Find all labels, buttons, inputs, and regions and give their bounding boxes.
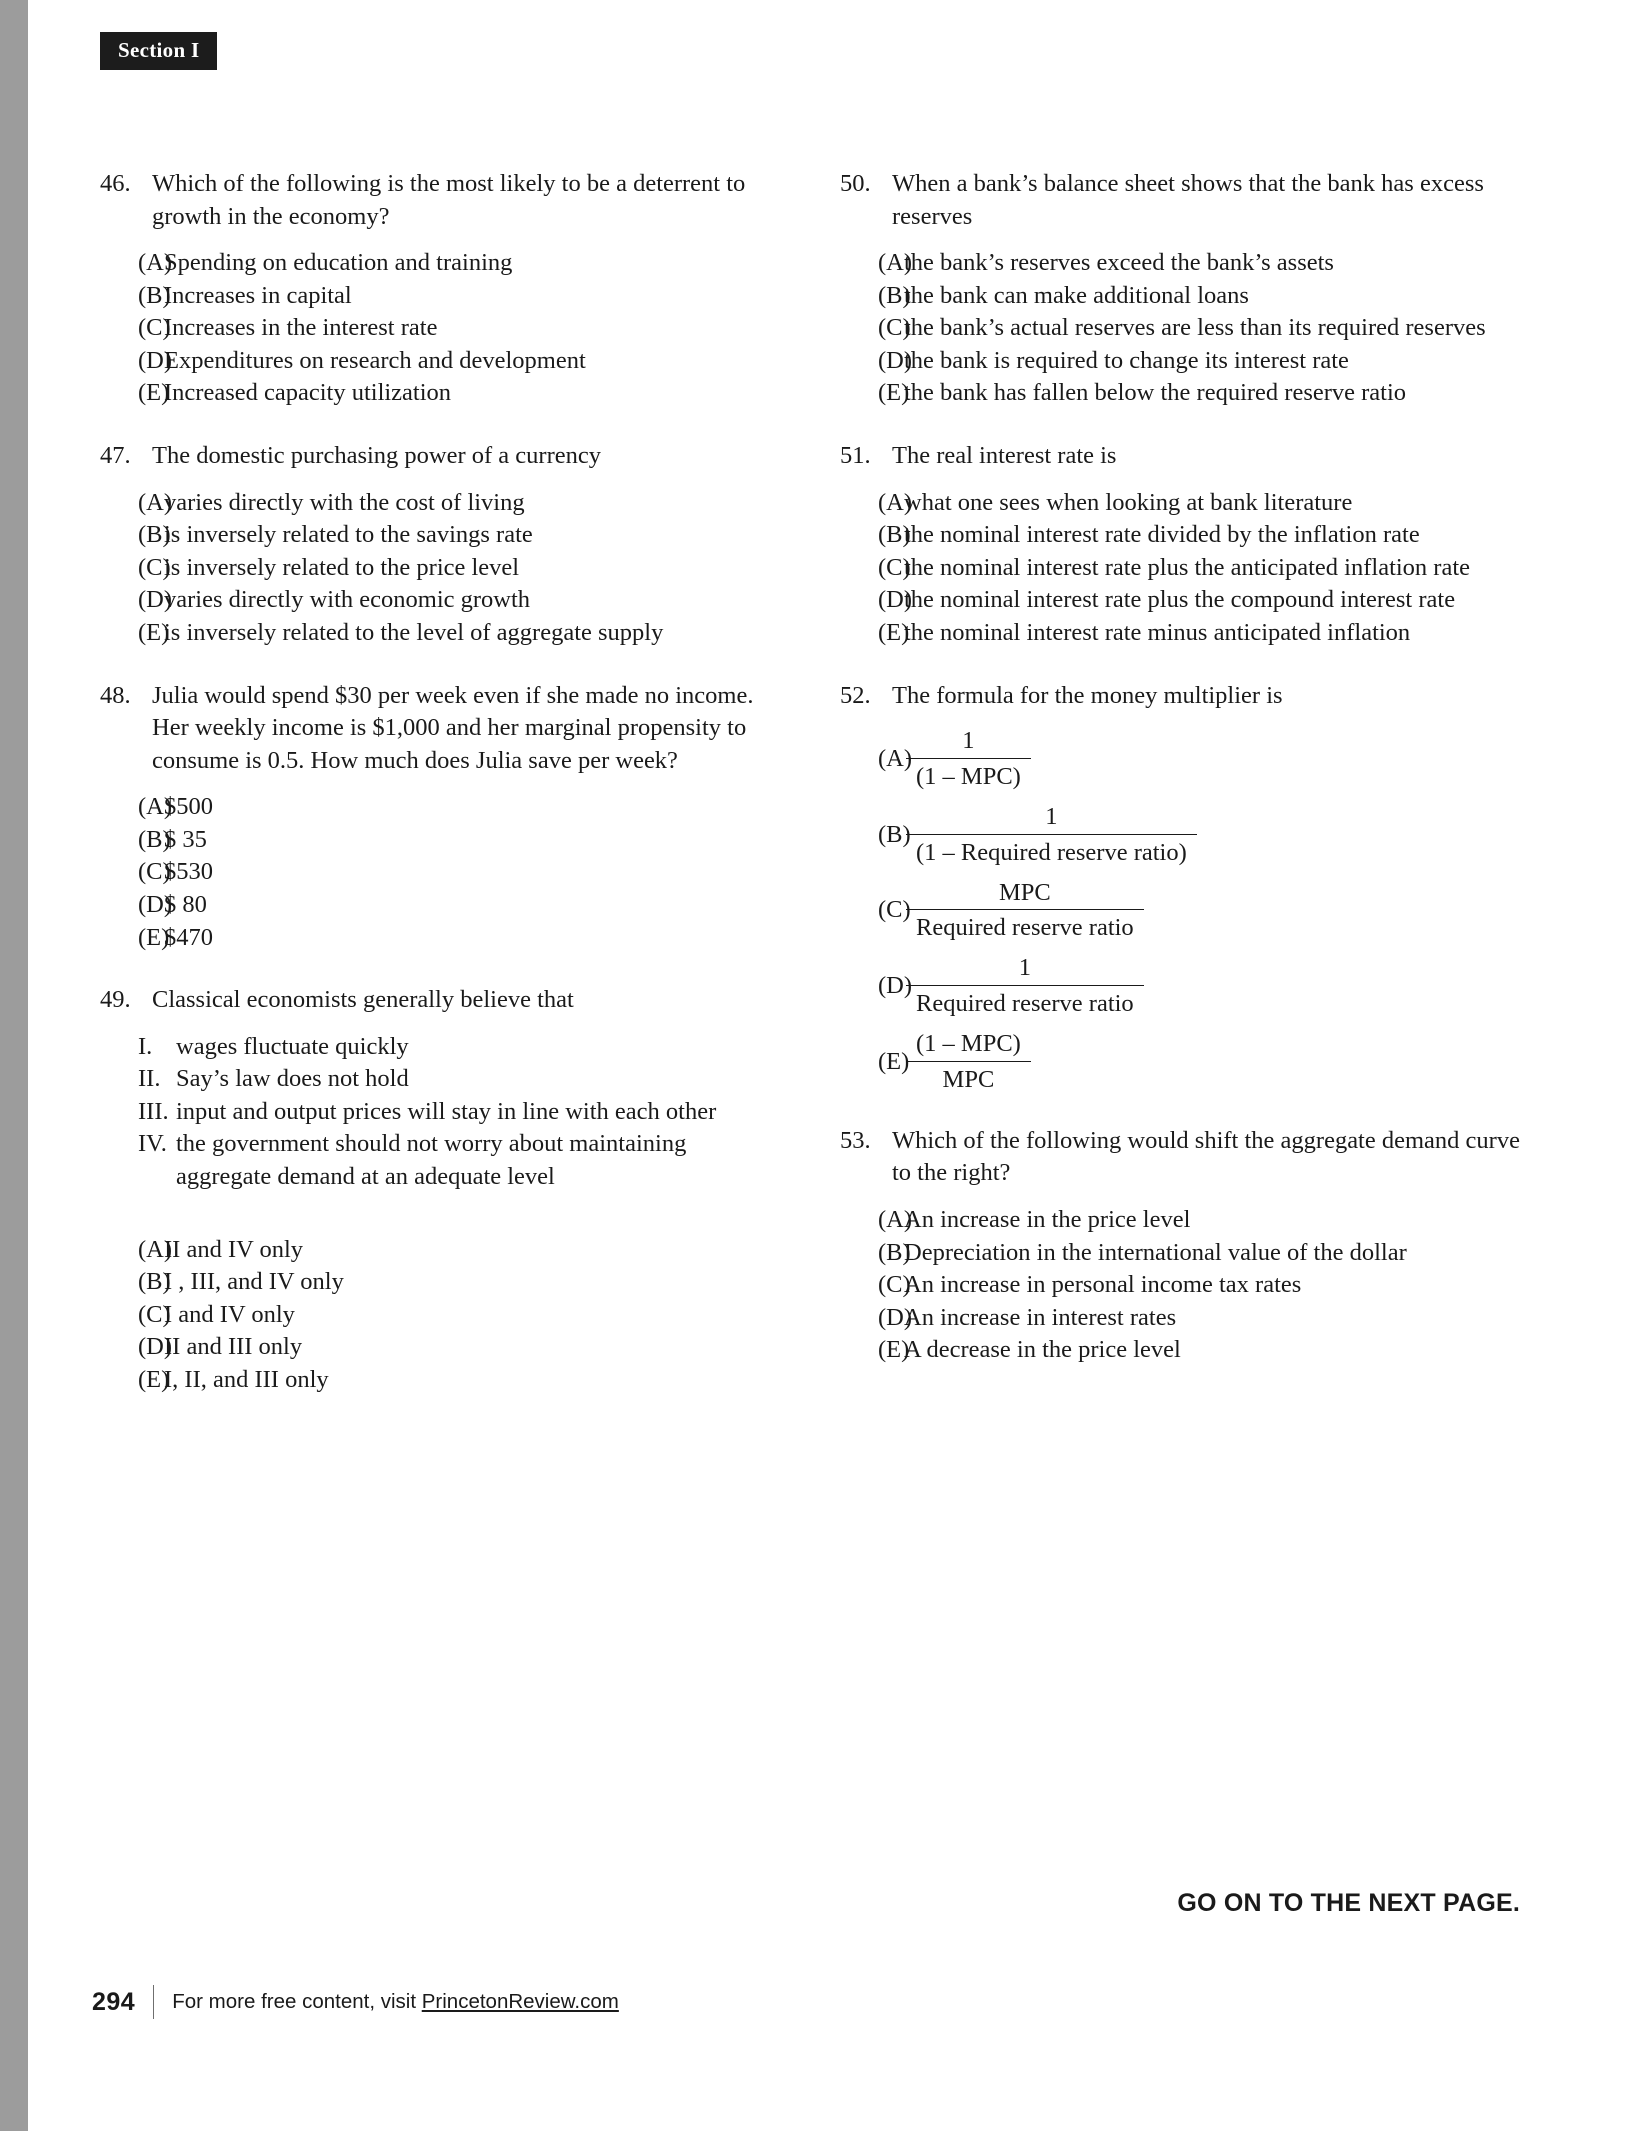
roman-item-text: Say’s law does not hold xyxy=(176,1065,409,1093)
fraction-numerator: 1 xyxy=(962,727,975,755)
answer-choice-label: (D) xyxy=(138,346,173,374)
roman-list-item xyxy=(100,1128,780,1193)
roman-item-text: the government should not worry about maintaining aggregate demand at an adequate level xyxy=(176,1130,687,1191)
answer-choice-text: the bank has fallen below the required reserve ratio xyxy=(904,379,1407,407)
answer-choice-label: (D) xyxy=(138,586,173,614)
answer-choice-text: An increase in personal income tax rates xyxy=(904,1271,1302,1299)
answer-choice-text: $ 80 xyxy=(164,890,207,918)
answer-choice-label: (C) xyxy=(138,1300,171,1328)
answer-choice[interactable] xyxy=(840,953,1520,1019)
answer-choice[interactable] xyxy=(840,487,1520,520)
answer-choice[interactable] xyxy=(100,312,780,345)
answer-choice[interactable] xyxy=(100,617,780,650)
answer-choice-text: II and IV only xyxy=(164,1235,304,1263)
answer-choice[interactable] xyxy=(840,1269,1520,1302)
question-block xyxy=(100,168,780,410)
fraction-expression xyxy=(906,802,1197,868)
answer-choice[interactable] xyxy=(100,247,780,280)
answer-choice-text: I and IV only xyxy=(164,1300,295,1328)
answer-choice[interactable] xyxy=(100,1299,780,1332)
page-footer xyxy=(92,1985,619,2019)
answer-choice-label: (A) xyxy=(138,793,173,821)
fraction-denominator: Required reserve ratio xyxy=(906,909,1144,943)
question-header xyxy=(100,440,780,473)
answer-choice[interactable] xyxy=(100,584,780,617)
question-stem: The formula for the money multiplier is xyxy=(892,681,1283,709)
fraction-numerator: MPC xyxy=(998,878,1051,906)
question-block xyxy=(100,680,780,955)
answer-choice-text: II and III only xyxy=(164,1333,303,1361)
footer-page-number: 294 xyxy=(92,1987,136,2016)
question-block xyxy=(100,984,780,1396)
answer-choice[interactable] xyxy=(840,1302,1520,1335)
answer-choice-label: (E) xyxy=(878,618,910,646)
answer-choice[interactable] xyxy=(840,726,1520,792)
answer-choice-label: (E) xyxy=(878,1336,910,1364)
answer-choice-text: Increases in the interest rate xyxy=(164,314,438,342)
question-block xyxy=(840,680,1520,1095)
answer-choice[interactable] xyxy=(840,1334,1520,1367)
answer-choice[interactable] xyxy=(100,1266,780,1299)
answer-choice-text: the bank is required to change its interest rate xyxy=(904,346,1349,374)
answer-choice[interactable] xyxy=(100,1234,780,1267)
question-header xyxy=(840,440,1520,473)
answer-choice-text: the nominal interest rate minus anticipated inflation xyxy=(904,618,1411,646)
answer-choice-text: I , III, and IV only xyxy=(164,1268,344,1296)
page-margin-bar xyxy=(0,0,28,2131)
answer-choice-text: $ 35 xyxy=(164,825,207,853)
answer-choice[interactable] xyxy=(840,247,1520,280)
fraction-numerator: 1 xyxy=(1018,954,1031,982)
answer-choice[interactable] xyxy=(840,552,1520,585)
answer-choice-label: (D) xyxy=(878,346,913,374)
question-number: 48. xyxy=(100,681,131,709)
answer-choices xyxy=(100,791,780,954)
question-stem: The domestic purchasing power of a currency xyxy=(152,442,601,470)
answer-choice[interactable] xyxy=(840,584,1520,617)
answer-choice-label: (A) xyxy=(878,488,913,516)
answer-choice-label: (B) xyxy=(138,521,171,549)
answer-choice-label: (A) xyxy=(878,1206,913,1233)
question-header xyxy=(840,680,1520,713)
footer-link[interactable]: PrincetonReview.com xyxy=(421,1990,619,2013)
roman-item-text: wages fluctuate quickly xyxy=(176,1032,409,1060)
footer-text-prefix: For more free content, visit xyxy=(172,1990,422,2013)
answer-choice-text: is inversely related to the savings rate xyxy=(164,521,533,549)
answer-choice[interactable] xyxy=(840,345,1520,378)
answer-choice-label: (E) xyxy=(878,379,910,407)
question-header xyxy=(100,168,780,233)
answer-choice[interactable] xyxy=(840,802,1520,868)
answer-choice[interactable] xyxy=(840,617,1520,650)
answer-choice-text: is inversely related to the price level xyxy=(164,553,520,581)
answer-choice-text: the nominal interest rate divided by the inflation rate xyxy=(904,521,1420,549)
answer-choice[interactable] xyxy=(840,1204,1520,1237)
roman-item-label: II. xyxy=(138,1065,161,1093)
question-number: 46. xyxy=(100,170,131,197)
question-number: 53. xyxy=(840,1126,871,1154)
answer-choice-label: (C) xyxy=(138,858,171,886)
answer-choice-label: (C) xyxy=(138,553,171,581)
answer-choice-label: (A) xyxy=(138,1235,173,1263)
answer-choice[interactable] xyxy=(100,824,780,857)
answer-choice[interactable] xyxy=(100,487,780,520)
answer-choice[interactable] xyxy=(840,1237,1520,1270)
answer-choice[interactable] xyxy=(840,312,1520,345)
question-number: 51. xyxy=(840,442,871,470)
answer-choice-label: (D) xyxy=(138,890,173,918)
answer-choice-text: An increase in the price level xyxy=(904,1206,1191,1233)
answer-choice[interactable] xyxy=(100,280,780,313)
fraction-denominator: Required reserve ratio xyxy=(906,985,1144,1019)
question-block xyxy=(840,168,1520,410)
right-column xyxy=(840,168,1520,1427)
answer-choice-label: (D) xyxy=(878,586,913,614)
fraction-numerator: 1 xyxy=(1045,802,1058,830)
question-stem: Which of the following would shift the aggregate demand curve to the right? xyxy=(892,1126,1520,1187)
answer-choices xyxy=(100,247,780,410)
answer-choice-label: (C) xyxy=(878,1271,911,1299)
answer-choice[interactable] xyxy=(840,878,1520,944)
roman-list-item xyxy=(100,1096,780,1129)
roman-list-spacer xyxy=(100,1194,780,1220)
fraction-expression xyxy=(906,1029,1031,1095)
answer-choice[interactable] xyxy=(100,889,780,922)
question-stem: Classical economists generally believe that xyxy=(152,986,574,1014)
answer-choice-label: (D) xyxy=(878,1303,913,1331)
question-header xyxy=(100,680,780,778)
question-number: 52. xyxy=(840,681,871,709)
answer-choice[interactable] xyxy=(840,1029,1520,1095)
answer-choice-text: the bank can make additional loans xyxy=(904,281,1249,309)
answer-choice[interactable] xyxy=(100,1364,780,1397)
answer-choice-label: (B) xyxy=(138,825,171,853)
answer-choice-text: what one sees when looking at bank literature xyxy=(904,488,1353,516)
question-block xyxy=(840,440,1520,649)
answer-choice-text: varies directly with economic growth xyxy=(164,586,531,614)
answer-choice-label: (A) xyxy=(138,249,173,277)
fraction-denominator: (1 – Required reserve ratio) xyxy=(906,834,1197,868)
question-number: 49. xyxy=(100,986,131,1014)
answer-choice-text: $470 xyxy=(164,923,213,951)
answer-choice-label: (D) xyxy=(878,972,913,1000)
answer-choice-text: the bank’s actual reserves are less than its required reserves xyxy=(904,314,1486,342)
fraction-expression xyxy=(906,878,1144,944)
answer-choice-label: (B) xyxy=(878,521,911,549)
answer-choice-text: Spending on education and training xyxy=(164,249,513,277)
answer-choice-label: (B) xyxy=(878,281,911,309)
answer-choice[interactable] xyxy=(100,345,780,378)
question-stem: Julia would spend $30 per week even if she made no income. Her weekly income is $1,000 and her marginal propensity to consume is 0.5. How much does Julia save per week? xyxy=(152,681,754,774)
roman-list-item xyxy=(100,1031,780,1064)
question-block xyxy=(100,440,780,649)
answer-choice-label: (C) xyxy=(878,896,911,924)
roman-list-item xyxy=(100,1063,780,1096)
answer-choice[interactable] xyxy=(840,280,1520,313)
answer-choice-text: Increases in capital xyxy=(164,281,352,309)
question-header xyxy=(840,168,1520,233)
answer-choice-label: (E) xyxy=(138,618,170,646)
answer-choice[interactable] xyxy=(100,1331,780,1364)
answer-choice-text: $500 xyxy=(164,793,213,821)
question-header xyxy=(100,984,780,1017)
roman-item-label: IV. xyxy=(138,1130,167,1158)
fraction-expression xyxy=(906,953,1144,1019)
answer-choices xyxy=(840,487,1520,650)
answer-choice[interactable] xyxy=(100,552,780,585)
answer-choice-text: Depreciation in the international value of the dollar xyxy=(904,1238,1407,1266)
answer-choice[interactable] xyxy=(100,922,780,955)
answer-choice[interactable] xyxy=(100,519,780,552)
answer-choice[interactable] xyxy=(840,519,1520,552)
answer-choice-text: I, II, and III only xyxy=(164,1365,329,1393)
answer-choice-label: (E) xyxy=(138,923,170,951)
answer-choice-label: (A) xyxy=(878,744,913,772)
footer-text xyxy=(172,1990,619,2014)
answer-choice-label: (A) xyxy=(138,488,173,516)
answer-choice-label: (C) xyxy=(878,314,911,342)
answer-choice-label: (C) xyxy=(878,553,911,581)
answer-choice-text: Expenditures on research and development xyxy=(164,346,586,374)
answer-choice-label: (E) xyxy=(138,379,170,407)
answer-choice-text: the bank’s reserves exceed the bank’s assets xyxy=(904,249,1334,277)
question-stem: The real interest rate is xyxy=(892,442,1117,470)
question-number: 47. xyxy=(100,442,131,470)
answer-choice-label: (B) xyxy=(138,1268,171,1296)
answer-choice-label: (C) xyxy=(138,314,171,342)
answer-choice-text: An increase in interest rates xyxy=(904,1303,1177,1331)
question-number: 50. xyxy=(840,170,871,197)
answer-choice-text: the nominal interest rate plus the compound interest rate xyxy=(904,586,1456,614)
answer-choices xyxy=(840,1204,1520,1367)
roman-item-label: III. xyxy=(138,1097,169,1125)
answer-choice-label: (A) xyxy=(878,249,913,277)
fraction-denominator: MPC xyxy=(906,1061,1031,1095)
answer-choice-label: (D) xyxy=(138,1333,173,1361)
roman-item-label: I. xyxy=(138,1032,153,1060)
roman-item-text: input and output prices will stay in line with each other xyxy=(176,1097,717,1125)
answer-choice-text: is inversely related to the level of aggregate supply xyxy=(164,618,664,646)
answer-choice-text: Increased capacity utilization xyxy=(164,379,452,407)
answer-choice[interactable] xyxy=(840,377,1520,410)
answer-choices xyxy=(100,487,780,650)
question-columns xyxy=(100,168,1520,1427)
question-stem: Which of the following is the most likely to be a deterrent to growth in the economy? xyxy=(152,170,746,230)
answer-choice[interactable] xyxy=(100,856,780,889)
roman-numeral-list xyxy=(100,1031,780,1194)
go-on-notice: GO ON TO THE NEXT PAGE. xyxy=(1177,1889,1520,1917)
fraction-denominator: (1 – MPC) xyxy=(906,758,1031,792)
answer-choice[interactable] xyxy=(100,377,780,410)
answer-choice[interactable] xyxy=(100,791,780,824)
answer-choice-label: (B) xyxy=(878,1238,911,1266)
answer-choices xyxy=(840,247,1520,410)
question-stem: When a bank’s balance sheet shows that the bank has excess reserves xyxy=(892,170,1484,230)
answer-choice-label: (B) xyxy=(138,281,171,309)
fraction-expression xyxy=(906,726,1031,792)
left-column xyxy=(100,168,780,1427)
answer-choice-text: A decrease in the price level xyxy=(904,1336,1181,1364)
question-header xyxy=(840,1125,1520,1190)
answer-choice-text: varies directly with the cost of living xyxy=(164,488,525,516)
question-block xyxy=(840,1125,1520,1367)
fraction-numerator: (1 – MPC) xyxy=(916,1030,1021,1058)
answer-choice-label: (E) xyxy=(138,1365,170,1393)
answer-choice-text: the nominal interest rate plus the anticipated inflation rate xyxy=(904,553,1471,581)
section-tab: Section I xyxy=(100,32,217,70)
answer-choice-label: (B) xyxy=(878,820,911,848)
footer-divider xyxy=(153,1985,154,2019)
answer-choices xyxy=(100,1234,780,1397)
answer-choices xyxy=(840,726,1520,1095)
answer-choice-label: (E) xyxy=(878,1047,910,1075)
answer-choice-text: $530 xyxy=(164,858,213,886)
